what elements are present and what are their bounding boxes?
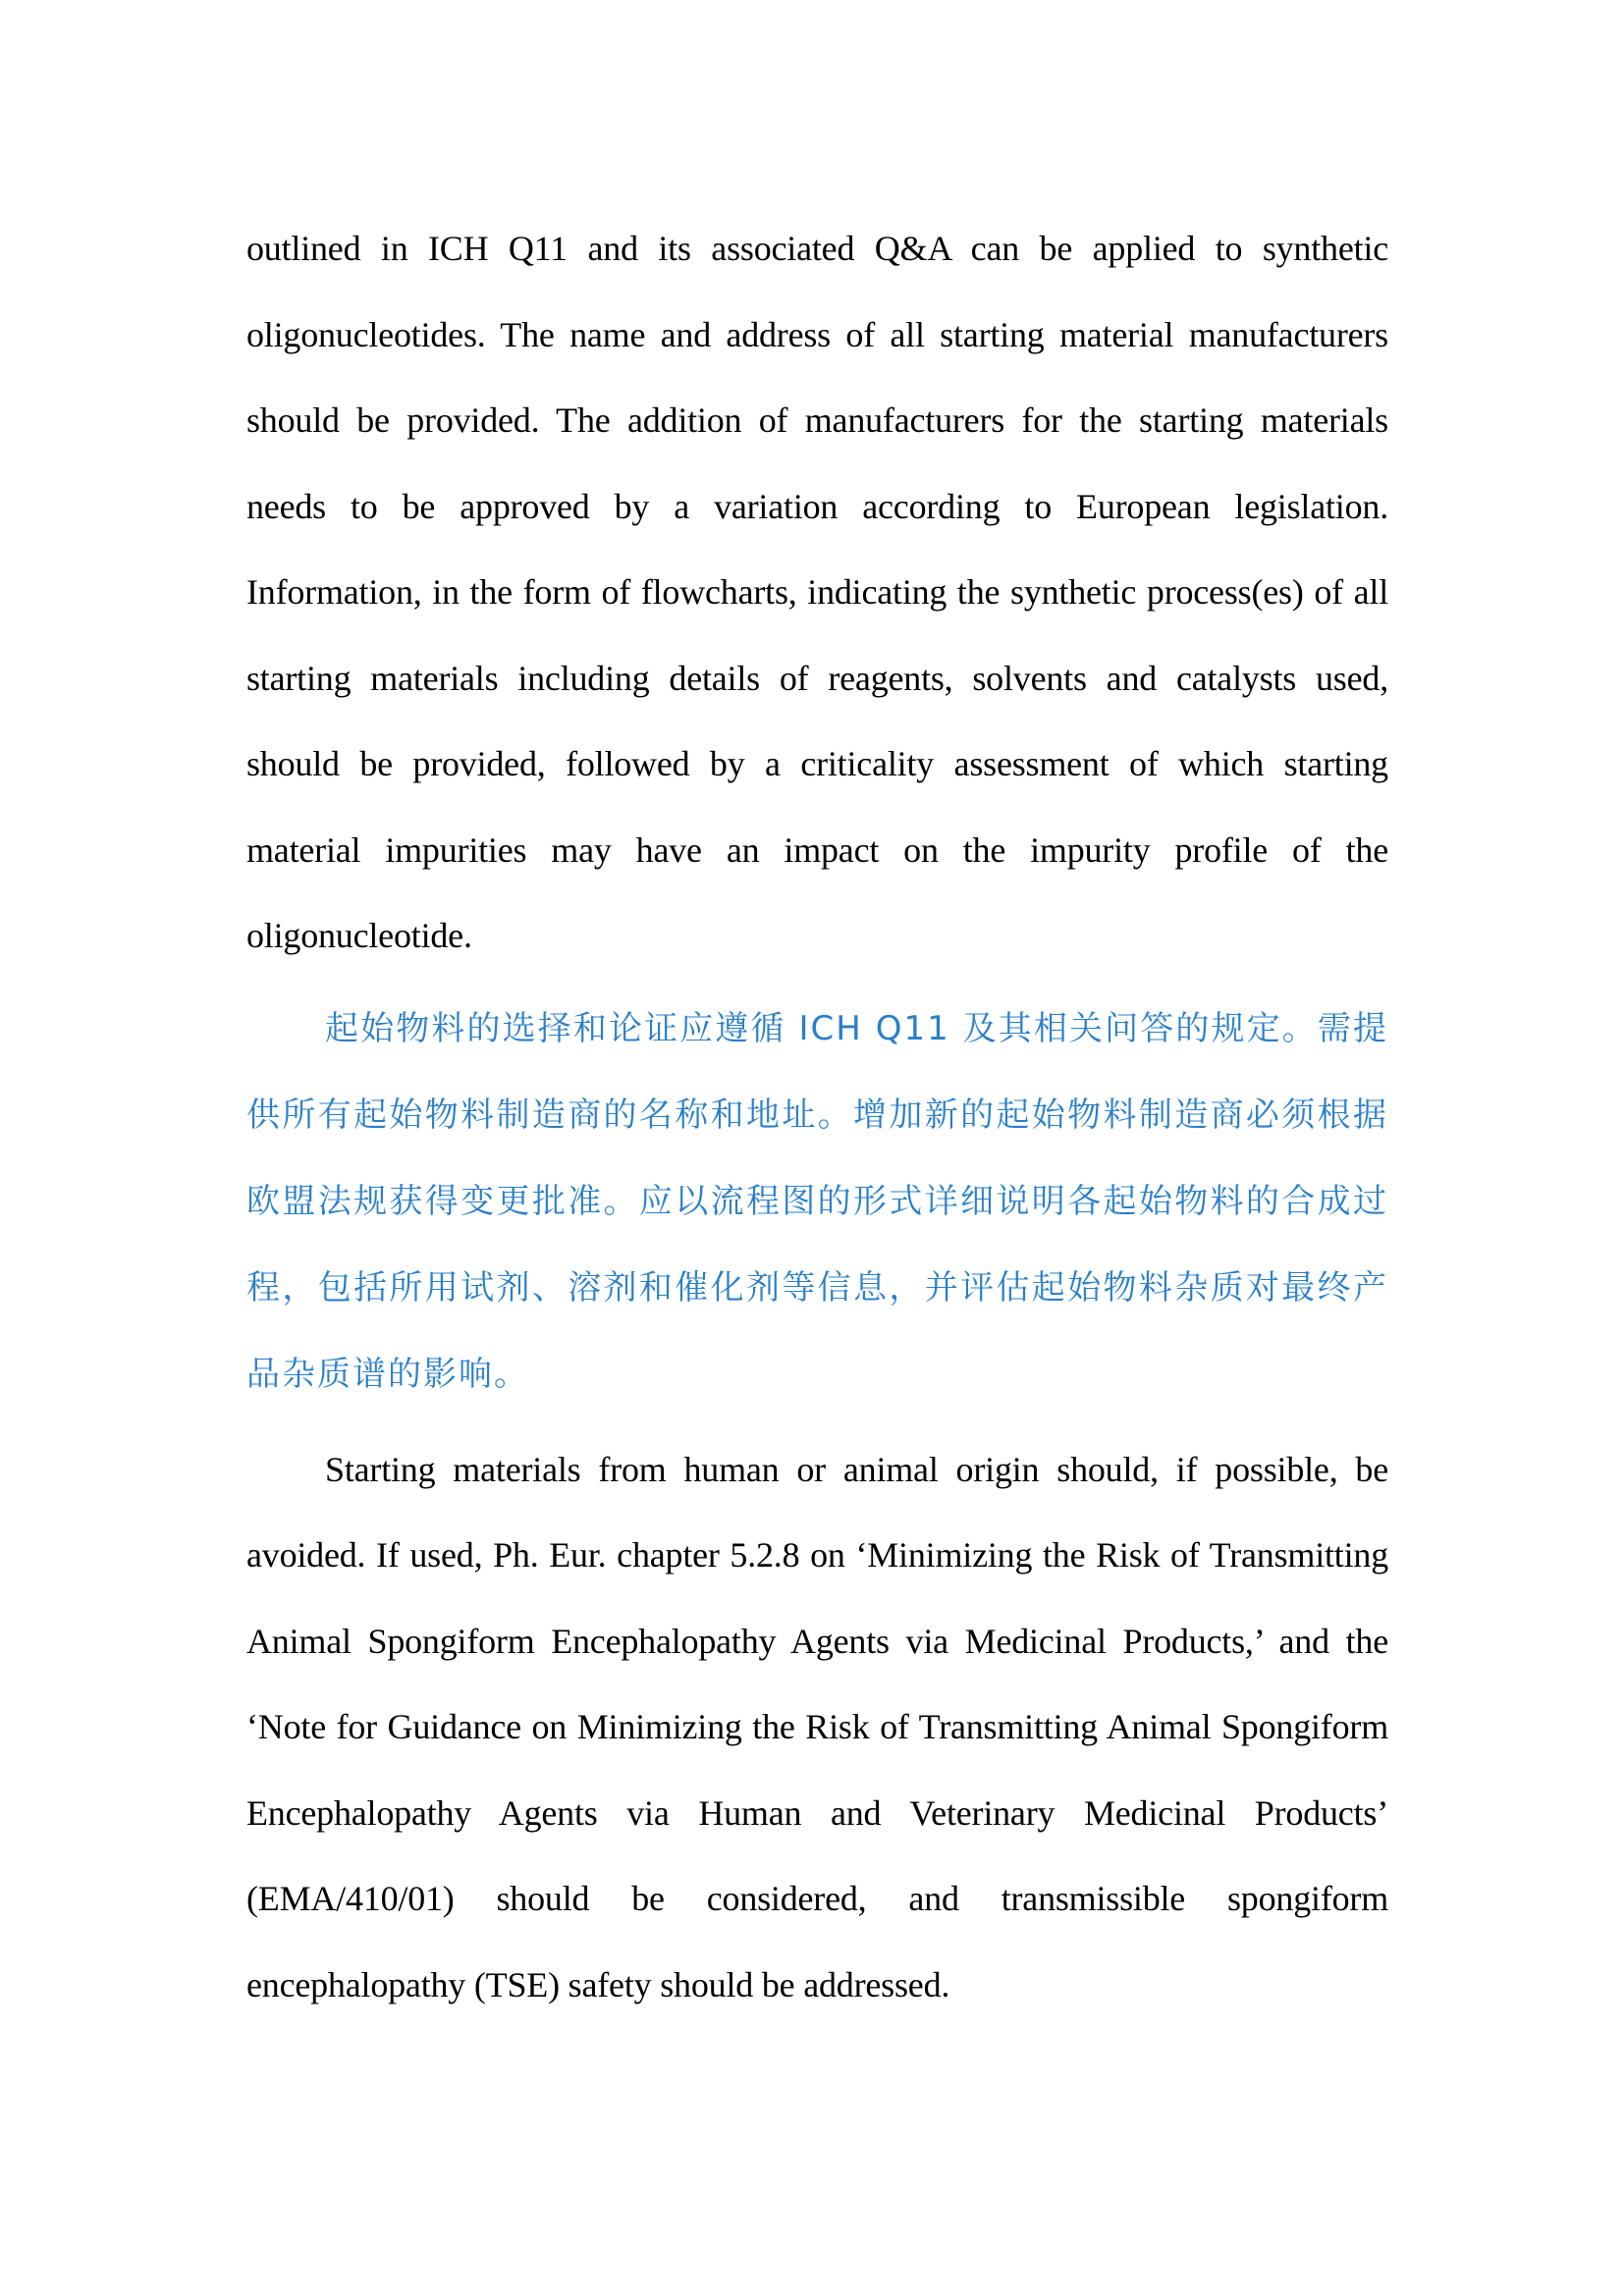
paragraph-english-1: outlined in ICH Q11 and its associated Q&A can be applied to synthetic oligonucleotides. The name and address of all starting material manufacturers should be provided. The addition of manufacturers for the starting materials needs to be approved by a variation according to European legislation. Information, in the form of flowcharts, indicating the synthetic process(es) of all starting materials including details of reagents, solvents and catalysts used, should be provided, followed by a criticality assessment of which starting material impurities may have an impact on the impurity profile of the oligonucleotide. xyxy=(246,229,1388,955)
paragraph-chinese-translation: 起始物料的选择和论证应遵循 ICH Q11 及其相关问答的规定。需提供所有起始物料制造商的名称和地址。增加新的起始物料制造商必须根据欧盟法规获得变更批准。应以流程图的形式详细说明各起始物料的合成过程，包括所用试剂、溶剂和催化剂等信息，并评估起始物料杂质对最终产品杂质谱的影响。 xyxy=(246,1008,1388,1394)
page-content xyxy=(246,206,1388,2028)
paragraph-english-2: Starting materials from human or animal origin should, if possible, be avoided. If used, Ph. Eur. chapter 5.2.8 on ‘Minimizing the Risk of Transmitting Animal Spongiform Encephalopathy Agents via Medicinal Products,’ and the ‘Note for Guidance on Minimizing the Risk of Transmitting Animal Spongiform Encephalopathy Agents via Human and Veterinary Medicinal Products’ (EMA/410/01) should be considered, and transmissible spongiform encephalopathy (TSE) safety should be addressed. xyxy=(246,1449,1388,2004)
